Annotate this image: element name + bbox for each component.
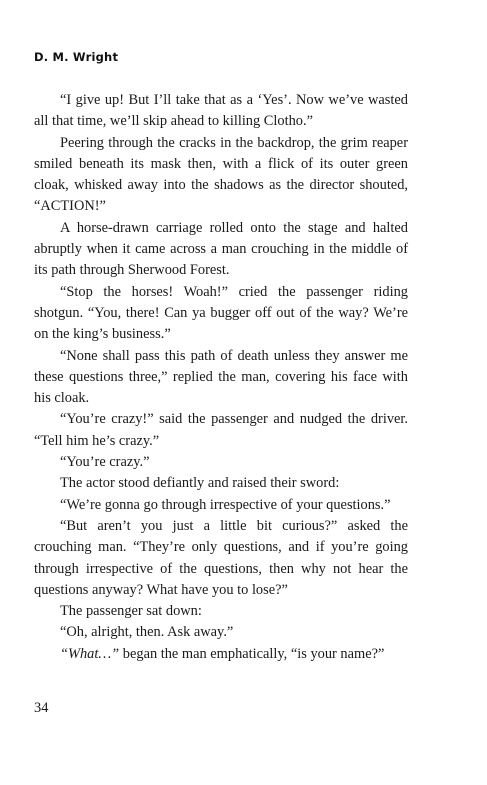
paragraph-last: [34, 644, 408, 665]
paragraph-last-rest: began the man emphatically, “is your name?”: [119, 645, 385, 662]
paragraph: “None shall pass this path of death unless they answer me these questions three,” replied the man, covering his face with his cloak.: [34, 347, 408, 407]
paragraph: “I give up! But I’ll take that as a ‘Yes’. Now we’ve wasted all that time, we’ll skip ahead to killing Clotho.”: [34, 92, 408, 130]
paragraph: The passenger sat down:: [60, 603, 202, 620]
body-text: [34, 90, 408, 665]
paragraph: A horse-drawn carriage rolled onto the stage and halted abruptly when it came across a man crouching in the middle of its path through Sherwood Forest.: [34, 219, 408, 279]
paragraph: Peering through the cracks in the backdrop, the grim reaper smiled beneath its mask then, with a flick of its outer green cloak, whisked away into the shadows as the director shouted, “ACTION!”: [34, 134, 408, 215]
running-head-author: D. M. Wright: [34, 50, 119, 64]
paragraph: “You’re crazy.”: [60, 454, 150, 471]
paragraph: “But aren’t you just a little bit curious?” asked the crouching man. “They’re only questions, and if you’re going through irrespective of the questions, then why not hear the questions anyway? What have you to lose?”: [34, 517, 408, 598]
paragraph: The actor stood defiantly and raised their sword:: [60, 475, 340, 492]
italic-what: “What…”: [60, 645, 120, 662]
page-number: 34: [34, 700, 49, 716]
paragraph: “You’re crazy!” said the passenger and nudged the driver. “Tell him he’s crazy.”: [34, 411, 408, 449]
paragraph: “Stop the horses! Woah!” cried the passenger riding shotgun. “You, there! Can ya bugger off out of the way? We’re on the king’s business.”: [34, 283, 408, 343]
paragraph: “We’re gonna go through irrespective of your questions.”: [60, 496, 391, 513]
paragraph: “Oh, alright, then. Ask away.”: [60, 624, 234, 641]
